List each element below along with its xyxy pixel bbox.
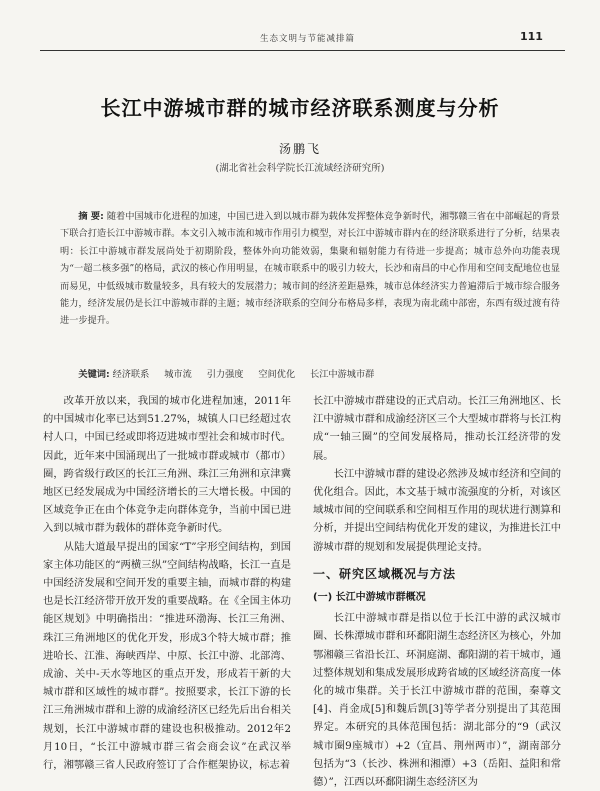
page-number: 111 xyxy=(520,30,543,43)
journal-section-name: 生态文明与节能减排篇 xyxy=(260,34,356,44)
abstract xyxy=(60,208,560,330)
author-affiliation: (湖北省社会科学院长江流域经济研究所) xyxy=(215,163,385,174)
subsection-heading: (一) 长江中游城市群概况 xyxy=(313,592,426,604)
keyword: 空间优化 xyxy=(258,369,296,380)
page-header xyxy=(0,30,600,46)
body-paragraph: 长江中游城市群的建设必然涉及城市经济和空间的优化组合。因此，本文基于城市流强度的分析，对该区域城市间的空间联系和空间相互作用的现状进行测算和分析，并提出空间结构优化开发的建议，为推进长江中游城市群的规划和发展提供理论支持。 xyxy=(313,467,561,553)
abstract-label: 摘 要: xyxy=(78,211,104,222)
body-paragraph: 改革开放以来，我国的城市化进程加速，2011年的中国城市化率已达到51.27%，城镇人口已经超过农村人口，中国已经或即将迈进城市型社会和城市时代。因此，近年来中国涌现出了一批城市群或城市（都市）圈，跨省级行政区的长江三角洲、珠江三角洲和京津冀地区已经发展成为中国经济增长的三大增长极。中国的区域竞争正在由个体竞争走向群体竞争，当前中国已进入到以城市群为载体的群体竞争新时代。 xyxy=(43,395,291,535)
keyword: 经济联系 xyxy=(112,369,150,380)
article-title: 长江中游城市群的城市经济联系测度与分析 xyxy=(100,96,500,120)
body-paragraph-continuation: 长江中游城市群建设的正式启动。长江三角洲地区、长江中游城市群和成渝经济区三个大型城市群将与长江构成“一轴三圈”的空间发展格局，推动长江经济带的发展。 xyxy=(313,395,561,462)
keyword: 引力强度 xyxy=(206,369,244,380)
keywords-label: 关键词: xyxy=(78,369,110,380)
body-left-column xyxy=(43,392,291,774)
header-divider xyxy=(40,50,565,51)
body-paragraph: 长江中游城市群是指以位于长江中游的武汉城市圈、长株潭城市群和环鄱阳湖生态经济区为核心，外加鄂湘赣三省沿长江、环洞庭湖、鄱阳湖的若干城市，通过整体规划和集成发展形成跨省域的区域经济高度一体化的城市集群。关于长江中游城市群的范围，秦尊文[4]、肖金成[5]和魏后凯[3]等学者分别提出了其范围界定。本研究的具体范围包括：湖北部分的“9（武汉城市圈9座城市）+2（宜昌、荆州两市）”，湖南部分包括为“3（长沙、株洲和湘潭）+3（岳阳、益阳和常德）”，江西以环鄱阳湖生态经济区为 xyxy=(313,612,561,789)
body-right-column xyxy=(313,392,561,791)
abstract-text: 随着中国城市化进程的加速，中国已进入到以城市群为载体发挥整体竞争新时代，湘鄂赣三省在中部崛起的背景下联合打造长江中游城市群。本文引入城市流和城市作用引力模型，对长江中游城市群内在的经济联系进行了分析，结果表明：长江中游城市群发展尚处于初期阶段，整体外向功能效弱，集聚和辐射能力有待进一步提高；城市总外向功能表现为“一超二核多强”的格局，武汉的核心作用明显，在城市联系中的吸引力较大，长沙和南昌的中心作用和空间支配地位也显而易见，中低级城市数量较多，具有较大的发展潜力；城市间的经济差距悬殊，城市总体经济实力普遍滞后于城市综合服务能力，经济发展仍是长江中游城市群的主题；城市经济联系的空间分布格局多样，表现为南北疏中部密，东西有级过渡有待进一步提升。 xyxy=(60,211,560,327)
keyword: 长江中游城市群 xyxy=(310,369,375,380)
keyword: 城市流 xyxy=(164,369,192,380)
author-name: 汤鹏飞 xyxy=(278,142,321,156)
section-heading: 一、研究区域概况与方法 xyxy=(313,566,457,581)
keywords xyxy=(60,366,560,380)
body-paragraph: 从陆大道最早提出的国家“T”字形空间结构，到国家主体功能区的“两横三纵”空间结构战略，长江一直是中国经济发展和空间开发的重要主轴，而城市群的构建也是长江经济带开放开发的重要战略。在《全国主体功能区规划》中明确指出：“推进环渤海、长江三角洲、珠江三角洲地区的优化开发，形成3个特大城市群；推进哈长、江淮、海峡西岸、中原、长江中游、北部湾、成渝、关中-天水等地区的重点开发，形成若干新的大城市群和区域性的城市群”。按照要求，长江下游的长江三角洲城市群和上游的成渝经济区已经先后出台相关规划，长江中游城市群的建设也积极推动。2012年2月10日，“长江中游城市群三省会商会议”在武汉举行，湘鄂赣三省人民政府签订了合作框架协议，标志着 xyxy=(43,540,291,772)
